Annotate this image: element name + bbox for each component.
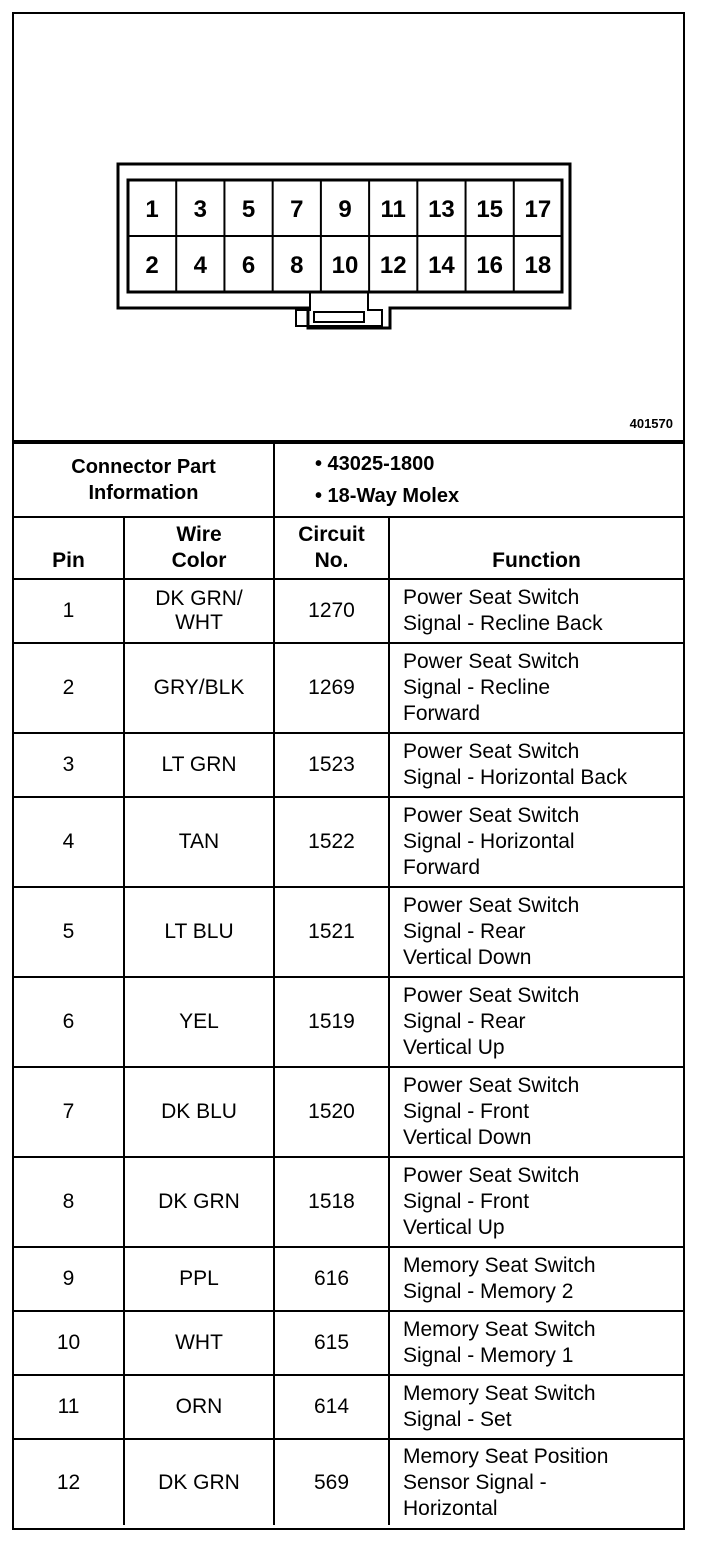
pin-cell: 8 [14,1157,124,1247]
table-row [14,1157,683,1247]
circuit-cell: 616 [274,1247,389,1311]
table-row [14,797,683,887]
circuit-cell: 615 [274,1311,389,1375]
function-cell-line: Signal - Rear [403,1010,526,1033]
pin-cell: 4 [14,797,124,887]
pin-cell: 10 [14,1311,124,1375]
function-cell-line: Vertical Up [403,1036,505,1059]
function-cell-line: Power Seat Switch [403,650,580,673]
pin-number-4: 4 [193,252,208,279]
function-cell-line: Signal - Memory 1 [403,1344,574,1367]
header-circuit-line1: Circuit [298,523,365,546]
pin-number-10: 10 [331,252,359,279]
wire-color-cell-line: DK GRN [158,1470,240,1494]
wire-color-cell-line: PPL [179,1267,219,1290]
wire-color-cell [124,1375,274,1439]
function-cell-line: Power Seat Switch [403,1074,580,1097]
table-row [14,1247,683,1311]
wire-color-cell-line: LT BLU [164,920,234,943]
wire-color-cell-line: DK GRN [158,1190,240,1213]
function-cell-line: Memory Seat Switch [403,1254,596,1277]
latch-tab [314,312,364,322]
pin-cell: 6 [14,977,124,1067]
function-cell [389,643,683,733]
function-cell-line: Forward [403,702,481,725]
function-cell [389,1311,683,1375]
circuit-cell: 614 [274,1375,389,1439]
function-cell-line: Signal - Recline Back [403,612,603,635]
figure-number: 401570 [629,416,673,431]
part-info-label-line1: Connector Part [71,456,216,478]
function-cell-line: Signal - Set [403,1408,512,1431]
table-row [14,1439,683,1525]
circuit-cell: 1269 [274,643,389,733]
wire-color-cell [124,733,274,797]
function-cell [389,579,683,643]
pin-number-9: 9 [338,196,352,223]
wire-color-cell [124,1157,274,1247]
function-cell-line: Signal - Recline [403,676,551,699]
wire-color-cell-line: DK GRN/ [155,587,243,610]
wire-color-cell [124,797,274,887]
circuit-cell: 1518 [274,1157,389,1247]
pin-number-17: 17 [524,196,552,223]
function-cell-line: Memory Seat Switch [403,1318,596,1341]
connector-diagram [14,14,683,442]
function-cell [389,887,683,977]
wire-color-cell-line: LT GRN [161,753,237,776]
function-cell-line: Signal - Horizontal Back [403,766,628,789]
wire-color-cell [124,1247,274,1311]
pin-number-14: 14 [428,252,455,279]
wire-color-cell-line: GRY/BLK [153,676,245,699]
table-row [14,1067,683,1157]
wire-color-cell-line: ORN [175,1395,223,1418]
table-row [14,887,683,977]
pin-number-1: 1 [145,196,159,223]
circuit-cell: 1523 [274,733,389,797]
table-row [14,643,683,733]
part-info-row [14,443,683,517]
header-function: Function [389,517,683,579]
pin-number-16: 16 [476,252,504,279]
function-cell [389,1375,683,1439]
function-cell-line: Vertical Down [403,1126,532,1149]
wire-color-cell [124,977,274,1067]
pin-cell: 5 [14,887,124,977]
connector-pinout-table [14,442,683,1525]
header-pin: Pin [14,517,124,579]
circuit-cell: 1520 [274,1067,389,1157]
circuit-cell: 569 [274,1439,389,1525]
function-cell-line: Horizontal [403,1496,498,1520]
function-cell [389,797,683,887]
function-cell-line: Power Seat Switch [403,1164,580,1187]
pin-number-2: 2 [145,252,159,279]
circuit-cell: 1519 [274,977,389,1067]
header-wire-color-line2: Color [171,549,227,572]
connector-housing [118,164,570,328]
function-cell [389,1157,683,1247]
pin-number-5: 5 [241,196,256,223]
function-cell-line: Vertical Up [403,1216,505,1239]
header-wire-color [124,517,274,579]
header-circuit-line2: No. [314,549,349,572]
function-cell-line: Forward [403,856,481,879]
pin-cell: 9 [14,1247,124,1311]
pin-cell: 3 [14,733,124,797]
connector-type: • 18-Way Molex [315,485,460,507]
function-cell-line: Vertical Down [403,946,532,969]
function-cell [389,977,683,1067]
circuit-cell: 1270 [274,579,389,643]
column-header-row [14,517,683,579]
pin-cell: 1 [14,579,124,643]
part-info-label-line2: Information [88,482,199,504]
pin-number-6: 6 [241,252,256,279]
function-cell-line: Memory Seat Position [403,1444,609,1468]
function-cell-line: Signal - Front [403,1100,530,1123]
wire-color-cell [124,579,274,643]
pin-grid [128,180,562,292]
pin-cell: 2 [14,643,124,733]
pin-cell: 12 [14,1439,124,1525]
header-circuit [274,517,389,579]
function-cell-line: Sensor Signal - [403,1470,547,1494]
function-cell-line: Signal - Memory 2 [403,1280,574,1303]
wire-color-cell-line: DK BLU [161,1100,237,1123]
wire-color-cell-line: YEL [179,1010,219,1033]
wire-color-cell [124,1067,274,1157]
function-cell-line: Power Seat Switch [403,894,580,917]
wire-color-cell [124,1311,274,1375]
pin-number-12: 12 [379,252,407,279]
table-row [14,579,683,643]
wire-color-cell-line: WHT [175,1331,223,1354]
pin-number-18: 18 [524,252,552,279]
pin-number-8: 8 [290,252,304,279]
pin-number-3: 3 [193,196,208,223]
part-number: • 43025-1800 [315,453,435,475]
table-row [14,733,683,797]
pin-number-7: 7 [290,196,304,223]
header-wire-color-line1: Wire [176,523,222,546]
table-row [14,977,683,1067]
table-row [14,1375,683,1439]
function-cell [389,733,683,797]
pin-cell: 7 [14,1067,124,1157]
wire-color-cell [124,887,274,977]
wire-color-cell [124,643,274,733]
function-cell-line: Signal - Horizontal [403,830,575,853]
function-cell-line: Power Seat Switch [403,804,580,827]
function-cell-line: Signal - Rear [403,920,526,943]
part-info-values [274,443,683,517]
function-cell [389,1067,683,1157]
circuit-cell: 1521 [274,887,389,977]
pin-number-11: 11 [380,196,406,223]
pin-cell: 11 [14,1375,124,1439]
function-cell-line: Power Seat Switch [403,740,580,763]
pin-number-13: 13 [428,196,455,223]
wire-color-cell-line: WHT [175,611,223,634]
function-cell-line: Signal - Front [403,1190,530,1213]
function-cell [389,1439,683,1525]
part-info-label [14,443,274,517]
table-row [14,1311,683,1375]
wire-color-cell [124,1439,274,1525]
circuit-cell: 1522 [274,797,389,887]
function-cell [389,1247,683,1311]
document-frame [12,12,685,1530]
function-cell-line: Power Seat Switch [403,586,580,609]
connector-face-drawing [14,14,683,440]
wire-color-cell-line: TAN [178,830,220,853]
pin-number-15: 15 [476,196,504,223]
function-cell-line: Memory Seat Switch [403,1382,596,1405]
function-cell-line: Power Seat Switch [403,984,580,1007]
